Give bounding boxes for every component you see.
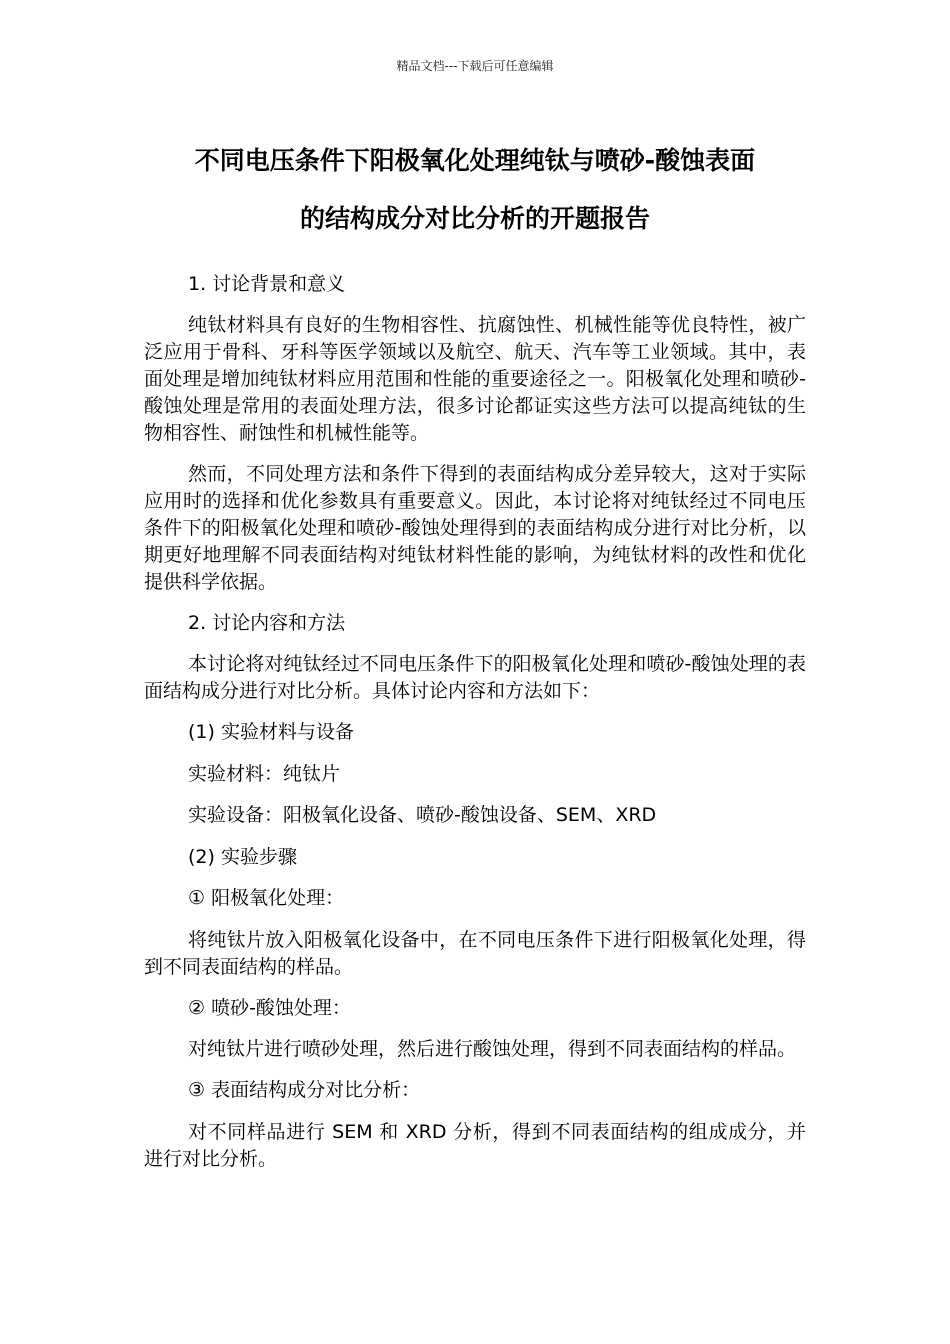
- document-body: [144, 271, 806, 1187]
- header-note: 精品文档---下载后可任意编辑: [396, 59, 554, 73]
- step-anodizing-text: 将纯钛片放入阳极氧化设备中，在不同电压条件下进行阳极氧化处理，得到不同表面结构的样品。: [144, 928, 806, 978]
- title-line-1: 不同电压条件下阳极氧化处理纯钛与喷砂-酸蚀表面: [194, 146, 756, 175]
- step-analysis-text: 对不同样品进行 SEM 和 XRD 分析，得到不同表面结构的组成成分，并进行对比分析。: [144, 1120, 806, 1170]
- list-item-materials: 实验材料：纯钛片: [188, 762, 341, 785]
- subsection-steps: (2) 实验步骤: [188, 845, 297, 868]
- paragraph-background-2: 然而，不同处理方法和条件下得到的表面结构成分差异较大，这对于实际应用时的选择和优化参数具有重要意义。因此，本讨论将对纯钛经过不同电压条件下的阳极氧化处理和喷砂-酸蚀处理得到的表面结构成分进行对比分析，以期更好地理解不同表面结构对纯钛材料性能的影响，为纯钛材料的改性和优化提供科学依据。: [144, 463, 806, 593]
- title-line-2: 的结构成分对比分析的开题报告: [299, 204, 650, 233]
- step-sandblast-text: 对纯钛片进行喷砂处理，然后进行酸蚀处理，得到不同表面结构的样品。: [188, 1038, 797, 1060]
- step-analysis-heading: ③ 表面结构成分对比分析：: [188, 1079, 421, 1101]
- document-title: [120, 132, 830, 248]
- paragraph-content-intro: 本讨论将对纯钛经过不同电压条件下的阳极氧化处理和喷砂-酸蚀处理的表面结构成分进行对比分析。具体讨论内容和方法如下：: [144, 653, 806, 702]
- section-heading-background: 1. 讨论背景和意义: [188, 273, 346, 295]
- list-item-equipment: 实验设备：阳极氧化设备、喷砂-酸蚀设备、SEM、XRD: [188, 804, 657, 826]
- step-sandblast-heading: ② 喷砂-酸蚀处理：: [188, 996, 351, 1019]
- section-heading-content-method: 2. 讨论内容和方法: [188, 612, 346, 634]
- subsection-materials-equipment: (1) 实验材料与设备: [188, 721, 354, 743]
- step-anodizing-heading: ① 阳极氧化处理：: [188, 887, 345, 909]
- paragraph-background-1: 纯钛材料具有良好的生物相容性、抗腐蚀性、机械性能等优良特性，被广泛应用于骨科、牙科等医学领域以及航空、航天、汽车等工业领域。其中，表面处理是增加纯钛材料应用范围和性能的重要途径之一。阳极氧化处理和喷砂-酸蚀处理是常用的表面处理方法，很多讨论都证实这些方法可以提高纯钛的生物相容性、耐蚀性和机械性能等。: [144, 314, 806, 444]
